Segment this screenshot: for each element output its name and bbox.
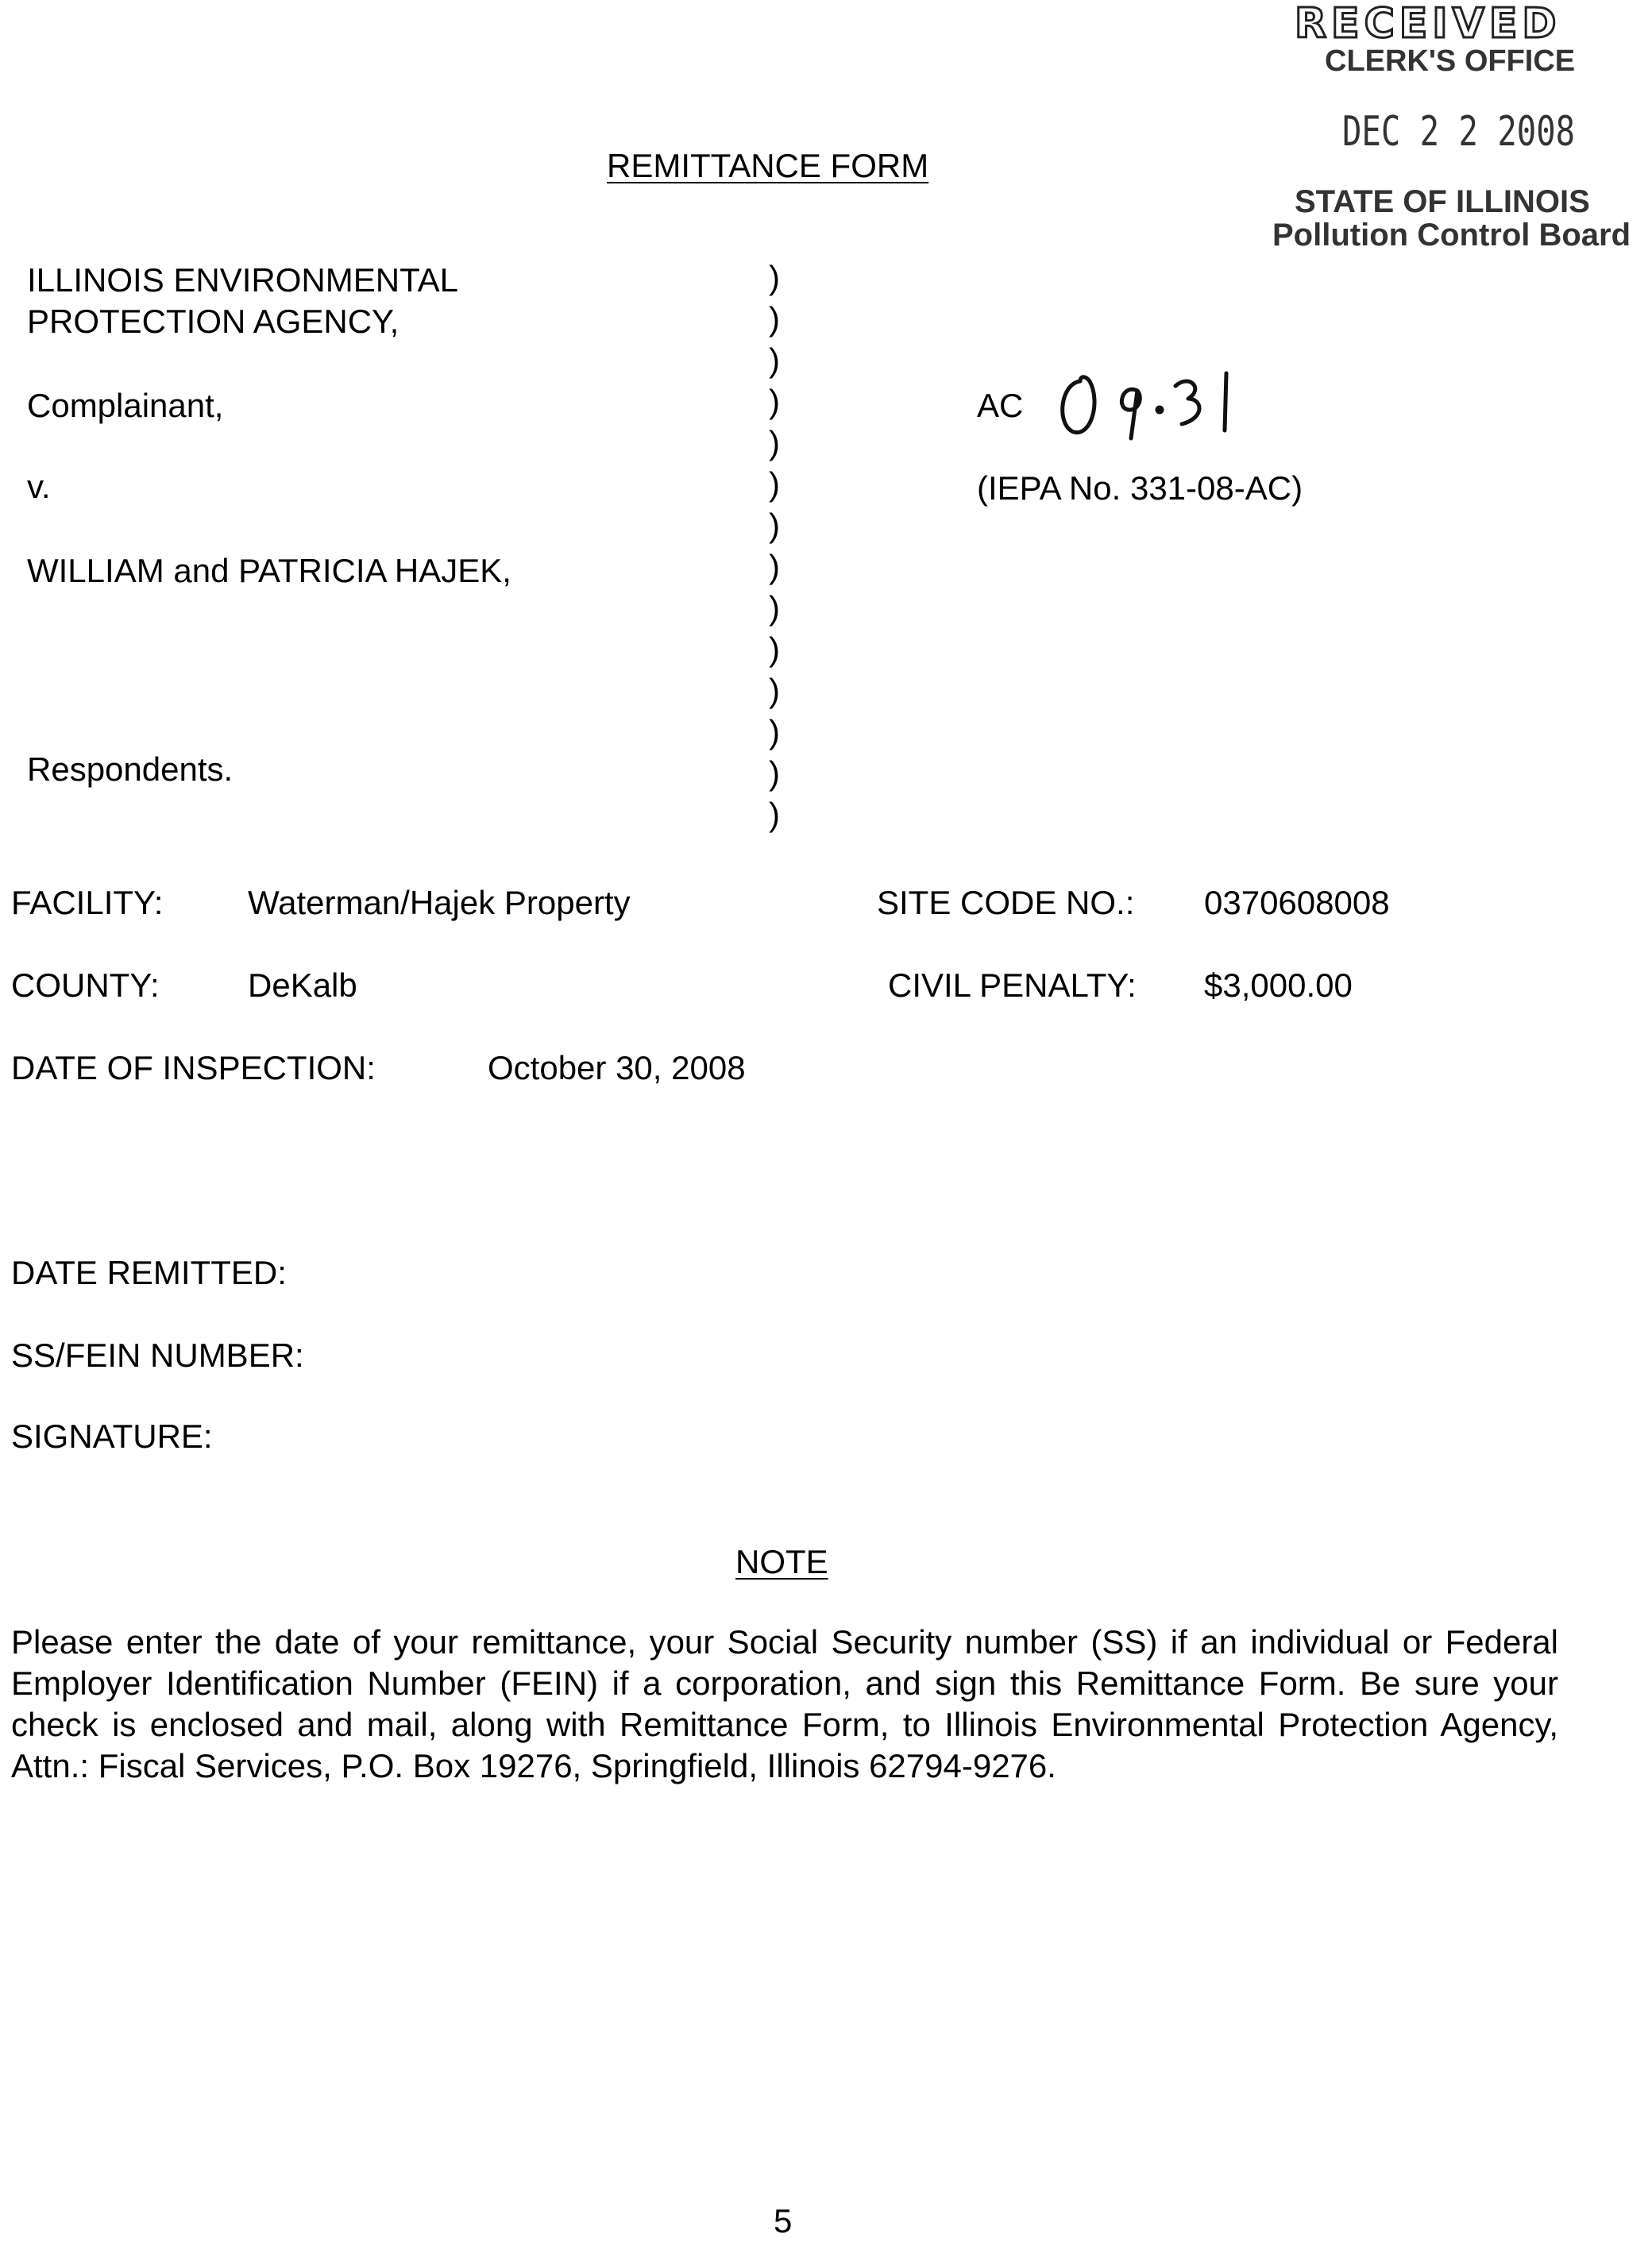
ss-fein-label: SS/FEIN NUMBER: xyxy=(11,1337,304,1374)
inspection-date-label: DATE OF INSPECTION: xyxy=(11,1049,376,1086)
paren: ) xyxy=(769,796,780,833)
paren: ) xyxy=(769,507,780,544)
paren: ) xyxy=(769,548,780,585)
civil-penalty-value: $3,000.00 xyxy=(1204,966,1353,1004)
complainant-name-line2: PROTECTION AGENCY, xyxy=(27,303,399,340)
ac-label: AC xyxy=(977,387,1024,424)
page-number: 5 xyxy=(774,2202,793,2239)
stamp-board: Pollution Control Board xyxy=(1272,218,1631,253)
paren: ) xyxy=(769,754,780,792)
paren: ) xyxy=(769,424,780,461)
paren: ) xyxy=(769,631,780,668)
ac-handwritten-number xyxy=(1048,349,1255,445)
ss-fein-field[interactable] xyxy=(334,1339,731,1374)
note-body: Please enter the date of your remittance, your Social Security number (SS) if an individual or Federal Employer Identification Number (FEIN) if a corporation, and sign this Remittance Form. Be sure your check is enclosed and mail, along with Remittance Form, to Illinois Environmental Protection Agency, Attn.: Fiscal Services, P.O. Box 19276, Springfield, Illinois 62794-9276. xyxy=(11,1623,1558,1784)
civil-penalty-label: CIVIL PENALTY: xyxy=(888,966,1137,1004)
versus-label: v. xyxy=(27,468,51,505)
ac-handwritten-text: 09-31 xyxy=(1048,349,1051,350)
site-code-value: 0370608008 xyxy=(1204,884,1390,921)
stamp-office: CLERK'S OFFICE xyxy=(1325,44,1576,78)
respondent-label: Respondents. xyxy=(27,750,234,788)
county-label: COUNTY: xyxy=(11,966,160,1004)
stamp-received-label: RECEIVED xyxy=(1295,0,1561,48)
signature-label: SIGNATURE: xyxy=(11,1418,213,1455)
paren: ) xyxy=(769,383,780,420)
facility-value: Waterman/Hajek Property xyxy=(248,884,631,921)
caption-parentheses xyxy=(769,257,780,835)
complainant-name-line1: ILLINOIS ENVIRONMENTAL xyxy=(27,261,459,299)
paren: ) xyxy=(769,300,780,338)
complainant-label: Complainant, xyxy=(27,387,224,424)
respondent-name: WILLIAM and PATRICIA HAJEK, xyxy=(27,552,511,589)
paren: ) xyxy=(769,341,780,379)
stamp-state: STATE OF ILLINOIS xyxy=(1295,184,1590,219)
paren: ) xyxy=(769,713,780,750)
note-heading: NOTE xyxy=(735,1543,828,1580)
paren: ) xyxy=(769,672,780,709)
signature-field[interactable] xyxy=(334,1420,731,1455)
page-title: REMITTANCE FORM xyxy=(607,147,929,184)
paren: ) xyxy=(769,259,780,296)
facility-label: FACILITY: xyxy=(11,884,164,921)
paren: ) xyxy=(769,465,780,503)
date-remitted-label: DATE REMITTED: xyxy=(11,1254,287,1291)
date-remitted-field[interactable] xyxy=(334,1256,731,1291)
iepa-number: (IEPA No. 331-08-AC) xyxy=(977,469,1303,507)
paren: ) xyxy=(769,589,780,627)
site-code-label: SITE CODE NO.: xyxy=(877,884,1135,921)
inspection-date-value: October 30, 2008 xyxy=(488,1049,746,1086)
county-value: DeKalb xyxy=(248,966,357,1004)
stamp-date: DEC 2 2 2008 xyxy=(1342,108,1576,156)
